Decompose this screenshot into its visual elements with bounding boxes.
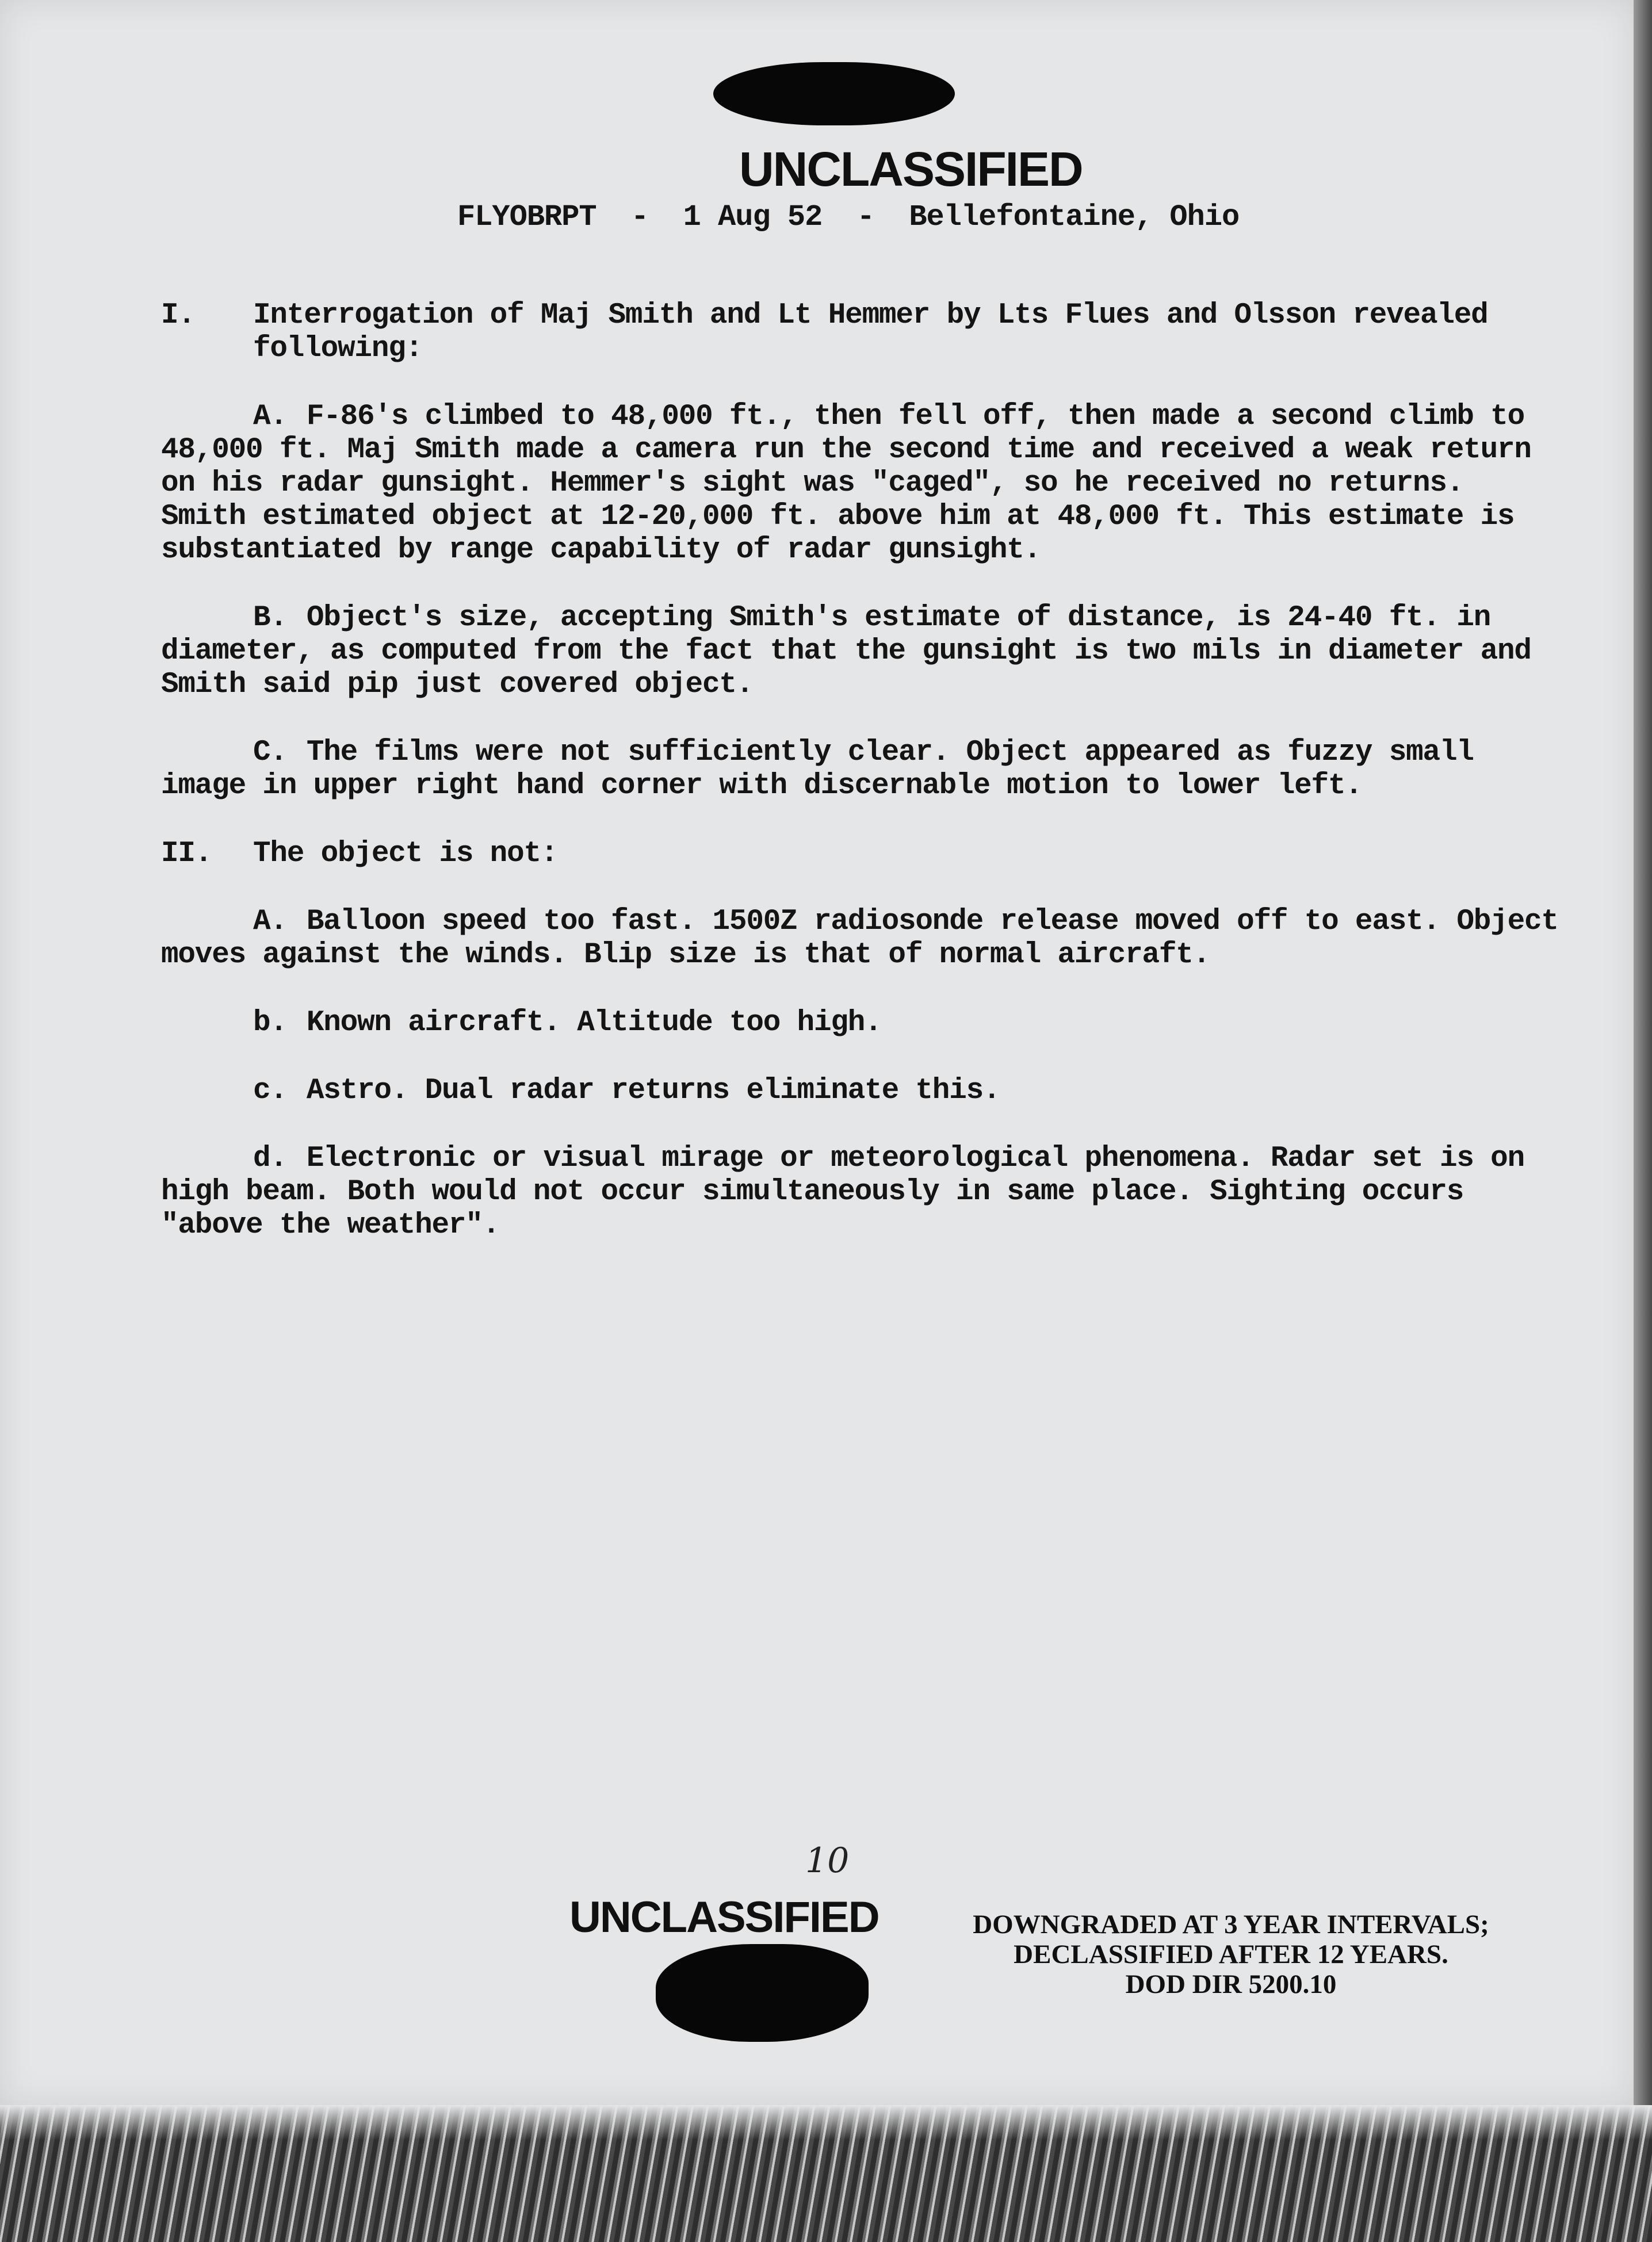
paragraph-label: c. [253,1074,287,1107]
directive-line: DOD DIR 5200.10 [1125,1969,1337,1999]
classification-stamp-bottom: UNCLASSIFIED [569,1893,879,1942]
section-intro: The object is not: [253,837,558,870]
paragraph-label: B. [253,602,287,634]
paragraph-label: C. [253,736,287,769]
paragraph-text: F-86's climbed to 48,000 ft., then fell off, then made a second climb to 48,000 ft. Maj Smith made a camera run the second time and received a weak return on his radar gunsight. Hemmer's sight was "caged", so he received no returns. Smith estimated object at 12-20,000 ft. above him at 48,000 ft. This estimate is substantiated by range capability of radar gunsight. [161,400,1531,567]
paragraph-label: b. [253,1007,287,1039]
section-1-heading [161,299,1565,366]
report-date: 1 Aug 52 [683,200,823,234]
redaction-mark-bottom [656,1944,869,2042]
downgrade-line: DOWNGRADED AT 3 YEAR INTERVALS; [973,1910,1489,1939]
paragraph-text: Astro. Dual radar returns eliminate this. [306,1074,1000,1107]
page-edge-shadow [1634,0,1652,2242]
paragraph-1a [161,400,1565,567]
section-2-heading [161,837,1565,871]
paragraph-text: Object's size, accepting Smith's estimate of distance, is 24-40 ft. in diameter, as computed from the fact that the gunsight is two mils in diameter and Smith said pip just covered object. [161,602,1531,701]
paragraph-2d [161,1142,1565,1242]
downgrade-notice [912,1910,1550,1999]
paragraph-2c [161,1074,1565,1108]
section-number: II. [161,837,212,870]
declassify-line: DECLASSIFIED AFTER 12 YEARS. [1014,1939,1448,1969]
report-location: Bellefontaine, Ohio [909,200,1240,234]
paragraph-text: The films were not sufficiently clear. Object appeared as fuzzy small image in upper right hand corner with discernable motion to lower left. [161,736,1474,802]
report-body [161,299,1565,1277]
handwritten-page-number: 10 [805,1841,850,1881]
section-intro: Interrogation of Maj Smith and Lt Hemmer by Lts Flues and Olsson revealed following: [253,299,1488,365]
report-code: FLYOBRPT [457,200,596,234]
paragraph-label: d. [253,1142,287,1175]
paragraph-label: A. [253,400,287,433]
section-number: I. [161,299,195,332]
redaction-mark-top [713,62,955,125]
report-header: FLYOBRPT - 1 Aug 52 - Bellefontaine, Ohio [457,200,1240,234]
paragraph-text: Electronic or visual mirage or meteorological phenomena. Radar set is on high beam. Both would not occur simultaneously in same place. Sighting occurs "above the weather". [161,1142,1524,1242]
paragraph-text: Balloon speed too fast. 1500Z radiosonde release moved off to east. Object moves against the winds. Blip size is that of normal aircraft. [161,905,1558,971]
paragraph-1c [161,736,1565,803]
classification-stamp-top: UNCLASSIFIED [739,142,1083,196]
paragraph-text: Known aircraft. Altitude too high. [306,1007,882,1039]
paragraph-2b [161,1007,1565,1040]
scan-margin-strip [0,2105,1652,2242]
paragraph-2a [161,905,1565,972]
paragraph-label: A. [253,905,287,938]
paragraph-1b [161,602,1565,702]
